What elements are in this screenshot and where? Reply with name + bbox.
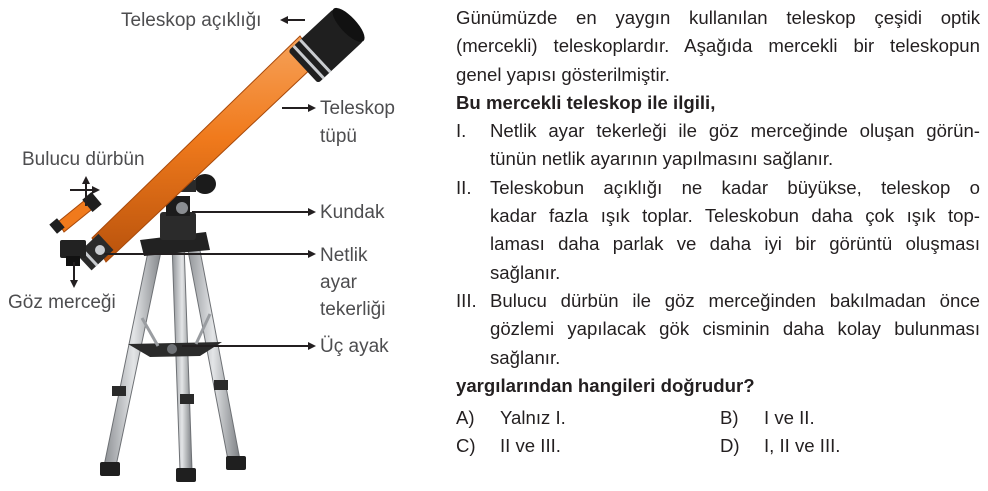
option-text: Yalnız I. <box>500 407 566 429</box>
option-c[interactable] <box>456 432 720 460</box>
intro-line-2: (mercekli) teleskoplardır. Aşağıda mercekli bir teleskopun <box>456 35 980 57</box>
option-letter: C) <box>456 435 476 457</box>
option-b[interactable] <box>720 404 980 432</box>
statement-1 <box>456 117 980 174</box>
statement-number: II. <box>456 176 472 198</box>
label-tripod: Üç ayak <box>320 336 389 357</box>
option-text: I ve II. <box>764 407 815 429</box>
statement-number: III. <box>456 289 477 311</box>
statement-number: I. <box>456 120 467 142</box>
finder-scope <box>49 192 101 234</box>
statement-line: kadar fazla ışık toplar. Teleskobun daha çok ışık top- <box>490 205 980 227</box>
label-finder-scope: Bulucu dürbün <box>22 149 145 170</box>
option-letter: A) <box>456 407 475 429</box>
label-focus-line3: tekerliği <box>320 299 386 320</box>
option-letter: D) <box>720 435 740 457</box>
label-eyepiece: Göz merceği <box>8 292 116 313</box>
option-text: II ve III. <box>500 435 561 457</box>
statement-2 <box>456 174 980 287</box>
option-d[interactable] <box>720 432 980 460</box>
label-tube-line2: tüpü <box>320 126 357 147</box>
intro-line-3: genel yapısı gösterilmiştir. <box>456 63 670 85</box>
label-focus-line1: Netlik <box>320 245 368 266</box>
label-focus-line2: ayar <box>320 272 357 293</box>
statement-line: sağlanır. <box>490 261 561 283</box>
answer-options <box>456 404 980 461</box>
intro-line-1: Günümüzde en yaygın kullanılan teleskop çeşidi optik <box>456 7 980 28</box>
question-text <box>456 4 980 461</box>
option-a[interactable] <box>456 404 720 432</box>
label-mount: Kundak <box>320 202 385 223</box>
statement-3 <box>456 287 980 372</box>
statement-line: tünün netlik ayarının yapılmasını sağlanır. <box>490 148 834 170</box>
label-aperture: Teleskop açıklığı <box>121 10 262 31</box>
tripod-legs <box>100 240 246 482</box>
option-letter: B) <box>720 407 739 429</box>
telescope-illustration <box>0 0 440 486</box>
option-text: I, II ve III. <box>764 435 841 457</box>
label-tube-line1: Teleskop <box>320 98 395 119</box>
statement-line: gözlemi yapılacak gök cisminin daha kolay bulunması <box>490 318 980 340</box>
telescope-figure <box>0 0 440 486</box>
statement-line: laması daha parlak ve daha iyi bir görüntü oluşması <box>490 233 980 255</box>
statement-line: sağlanır. <box>490 346 561 368</box>
question-prompt: yargılarından hangileri doğrudur? <box>456 374 755 396</box>
statement-line: Bulucu dürbün ile göz merceğinden bakılmadan önce <box>490 289 980 311</box>
question-stem: Bu mercekli teleskop ile ilgili, <box>456 91 716 113</box>
statement-line: Netlik ayar tekerleği ile göz merceğinde oluşan görün- <box>490 120 980 142</box>
statement-line: Teleskobun açıklığı ne kadar büyükse, teleskop o <box>490 176 980 198</box>
